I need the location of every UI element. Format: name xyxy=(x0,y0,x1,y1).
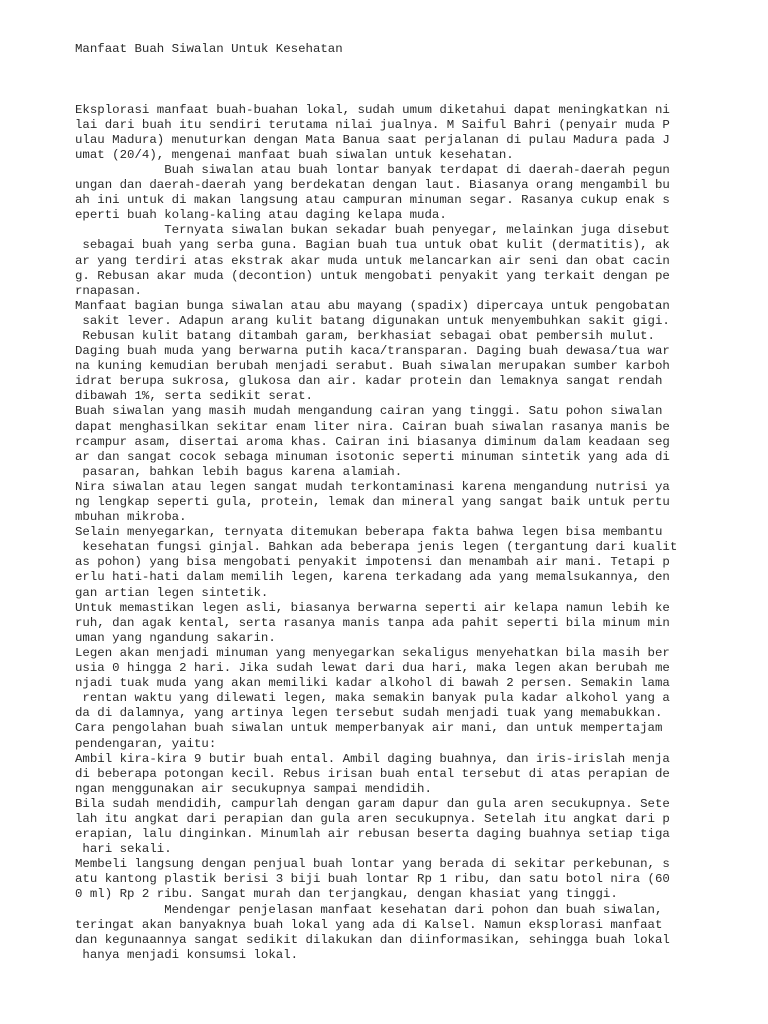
text-line: uman yang ngandung sakarin. xyxy=(75,630,276,645)
text-line: Mendengar penjelasan manfaat kesehatan dari pohon dan buah siwalan, xyxy=(75,902,663,917)
text-line: ng lengkap seperti gula, protein, lemak dan mineral yang sangat baik untuk pertu xyxy=(75,495,670,509)
text-line: Rebusan kulit batang ditambah garam, berkhasiat sebagai obat pembersih mulut. xyxy=(75,328,655,343)
text-line: ungan dan daerah-daerah yang berdekatan dengan laut. Biasanya orang mengambil bu xyxy=(75,178,670,193)
text-line: idrat berupa sukrosa, glukosa dan air. kadar protein dan lemaknya sangat rendah xyxy=(75,374,663,389)
text-line: pasaran, bahkan lebih bagus karena alamiah. xyxy=(75,464,403,479)
text-line: Buah siwalan yang masih mudah mengandung cairan yang tinggi. Satu pohon siwalan xyxy=(75,404,663,419)
text-line: teringat akan banyaknya buah lokal yang ada di Kalsel. Namun eksplorasi manfaat xyxy=(75,917,663,932)
text-line: Buah siwalan atau buah lontar banyak terdapat di daerah-daerah pegun xyxy=(75,162,670,177)
text-line: rcampur asam, disertai aroma khas. Cairan ini biasanya diminum dalam keadaan seg xyxy=(75,434,670,449)
text-line: ar yang terdiri atas ekstrak akar muda untuk melancarkan air seni dan obat cacin xyxy=(75,253,670,268)
text-line: ar dan sangat cocok sebaga minuman isotonic seperti minuman sintetik yang ada di xyxy=(75,449,670,464)
text-line: atu kantong plastik berisi 3 biji buah lontar Rp 1 ribu, dan satu botol nira (60 xyxy=(75,872,670,887)
text-line: Membeli langsung dengan penjual buah lontar yang berada di sekitar perkebunan, s xyxy=(75,857,670,872)
text-line: ruh, dan agak kental, serta rasanya manis tanpa ada pahit seperti bila minum min xyxy=(75,615,670,630)
text-line: Ternyata siwalan bukan sekadar buah penyegar, melainkan juga disebut xyxy=(75,223,670,238)
text-line: hari sekali. xyxy=(75,842,172,857)
text-line: pendengaran, yaitu: xyxy=(75,736,217,751)
text-line: dan kegunaannya sangat sedikit dilakukan dan diinformasikan, sehingga buah lokal xyxy=(75,932,670,947)
text-line: ah ini untuk di makan langsung atau campuran minuman segar. Rasanya cukup enak s xyxy=(75,193,670,208)
text-line: g. Rebusan akar muda (decontion) untuk mengobati penyakit yang terkait dengan pe xyxy=(75,268,670,283)
text-line: 0 ml) Rp 2 ribu. Sangat murah dan terjangkau, dengan khasiat yang tinggi. xyxy=(75,887,618,902)
document-body xyxy=(75,12,677,993)
text-line: dibawah 1%, serta sedikit serat. xyxy=(75,389,313,404)
text-line: gan artian legen sintetik. xyxy=(75,585,269,600)
text-line: ulau Madura) menuturkan dengan Mata Banua saat perjalanan di pulau Madura pada J xyxy=(75,132,670,147)
text-line: Daging buah muda yang berwarna putih kaca/transparan. Daging buah dewasa/tua war xyxy=(75,344,670,359)
text-line: ngan menggunakan air secukupnya sampai mendidih. xyxy=(75,781,432,796)
text-line: usia 0 hingga 2 hari. Jika sudah lewat dari dua hari, maka legen akan berubah me xyxy=(75,661,670,676)
text-line: lai dari buah itu sendiri terutama nilai jualnya. M Saiful Bahri (penyair muda P xyxy=(75,117,670,132)
text-line: Bila sudah mendidih, campurlah dengan garam dapur dan gula aren secukupnya. Sete xyxy=(75,796,670,811)
text-line: rnapasan. xyxy=(75,283,142,298)
text-line: dapat menghasilkan sekitar enam liter nira. Cairan buah siwalan rasanya manis be xyxy=(75,419,670,434)
text-line: Ambil kira-kira 9 butir buah ental. Ambil daging buahnya, dan iris-irislah menja xyxy=(75,751,670,766)
text-line: Untuk memastikan legen asli, biasanya berwarna seperti air kelapa namun lebih ke xyxy=(75,600,670,615)
text-line: hanya menjadi konsumsi lokal. xyxy=(75,947,299,962)
text-line: Eksplorasi manfaat buah-buahan lokal, sudah umum diketahui dapat meningkatkan ni xyxy=(75,102,670,117)
text-line: Legen akan menjadi minuman yang menyegarkan sekaligus menyehatkan bila masih ber xyxy=(75,645,670,660)
text-line: as pohon) yang bisa mengobati penyakit impotensi dan menambah air mani. Tetapi p xyxy=(75,555,670,570)
text-line: njadi tuak muda yang akan memiliki kadar alkohol di bawah 2 persen. Semakin lama xyxy=(75,676,670,691)
text-line: di beberapa potongan kecil. Rebus irisan buah ental tersebut di atas perapian de xyxy=(75,766,670,781)
text-line: na kuning kemudian berubah menjadi serabut. Buah siwalan merupakan sumber karboh xyxy=(75,359,670,374)
text-line: erapian, lalu dinginkan. Minumlah air rebusan beserta daging buahnya setiap tiga xyxy=(75,827,670,842)
text-line: mbuhan mikroba. xyxy=(75,510,187,525)
document-title: Manfaat Buah Siwalan Untuk Kesehatan xyxy=(75,42,343,57)
document-lines xyxy=(75,103,677,963)
text-line: erlu hati-hati dalam memilih legen, karena terkadang ada yang memalsukannya, den xyxy=(75,570,670,585)
text-line: Nira siwalan atau legen sangat mudah terkontaminasi karena mengandung nutrisi ya xyxy=(75,479,670,494)
text-line: eperti buah kolang-kaling atau daging kelapa muda. xyxy=(75,208,447,223)
text-line: kesehatan fungsi ginjal. Bahkan ada beberapa jenis legen (tergantung dari kualit xyxy=(75,540,678,555)
text-line: Cara pengolahan buah siwalan untuk memperbanyak air mani, dan untuk mempertajam xyxy=(75,721,663,736)
text-line: lah itu angkat dari perapian dan gula aren secukupnya. Setelah itu angkat dari p xyxy=(75,811,670,826)
text-line: da di dalamnya, yang artinya legen tersebut sudah menjadi tuak yang memabukkan. xyxy=(75,706,663,721)
text-line: Selain menyegarkan, ternyata ditemukan beberapa fakta bahwa legen bisa membantu xyxy=(75,525,663,540)
text-line: sakit lever. Adapun arang kulit batang digunakan untuk menyembuhkan sakit gigi. xyxy=(75,313,670,328)
text-line: sebagai buah yang serba guna. Bagian buah tua untuk obat kulit (dermatitis), ak xyxy=(75,238,670,253)
text-line: rentan waktu yang dilewati legen, maka semakin banyak pula kadar alkohol yang a xyxy=(75,691,670,706)
text-line: umat (20/4), mengenai manfaat buah siwalan untuk kesehatan. xyxy=(75,147,514,162)
text-line: Manfaat bagian bunga siwalan atau abu mayang (spadix) dipercaya untuk pengobatan xyxy=(75,298,670,313)
